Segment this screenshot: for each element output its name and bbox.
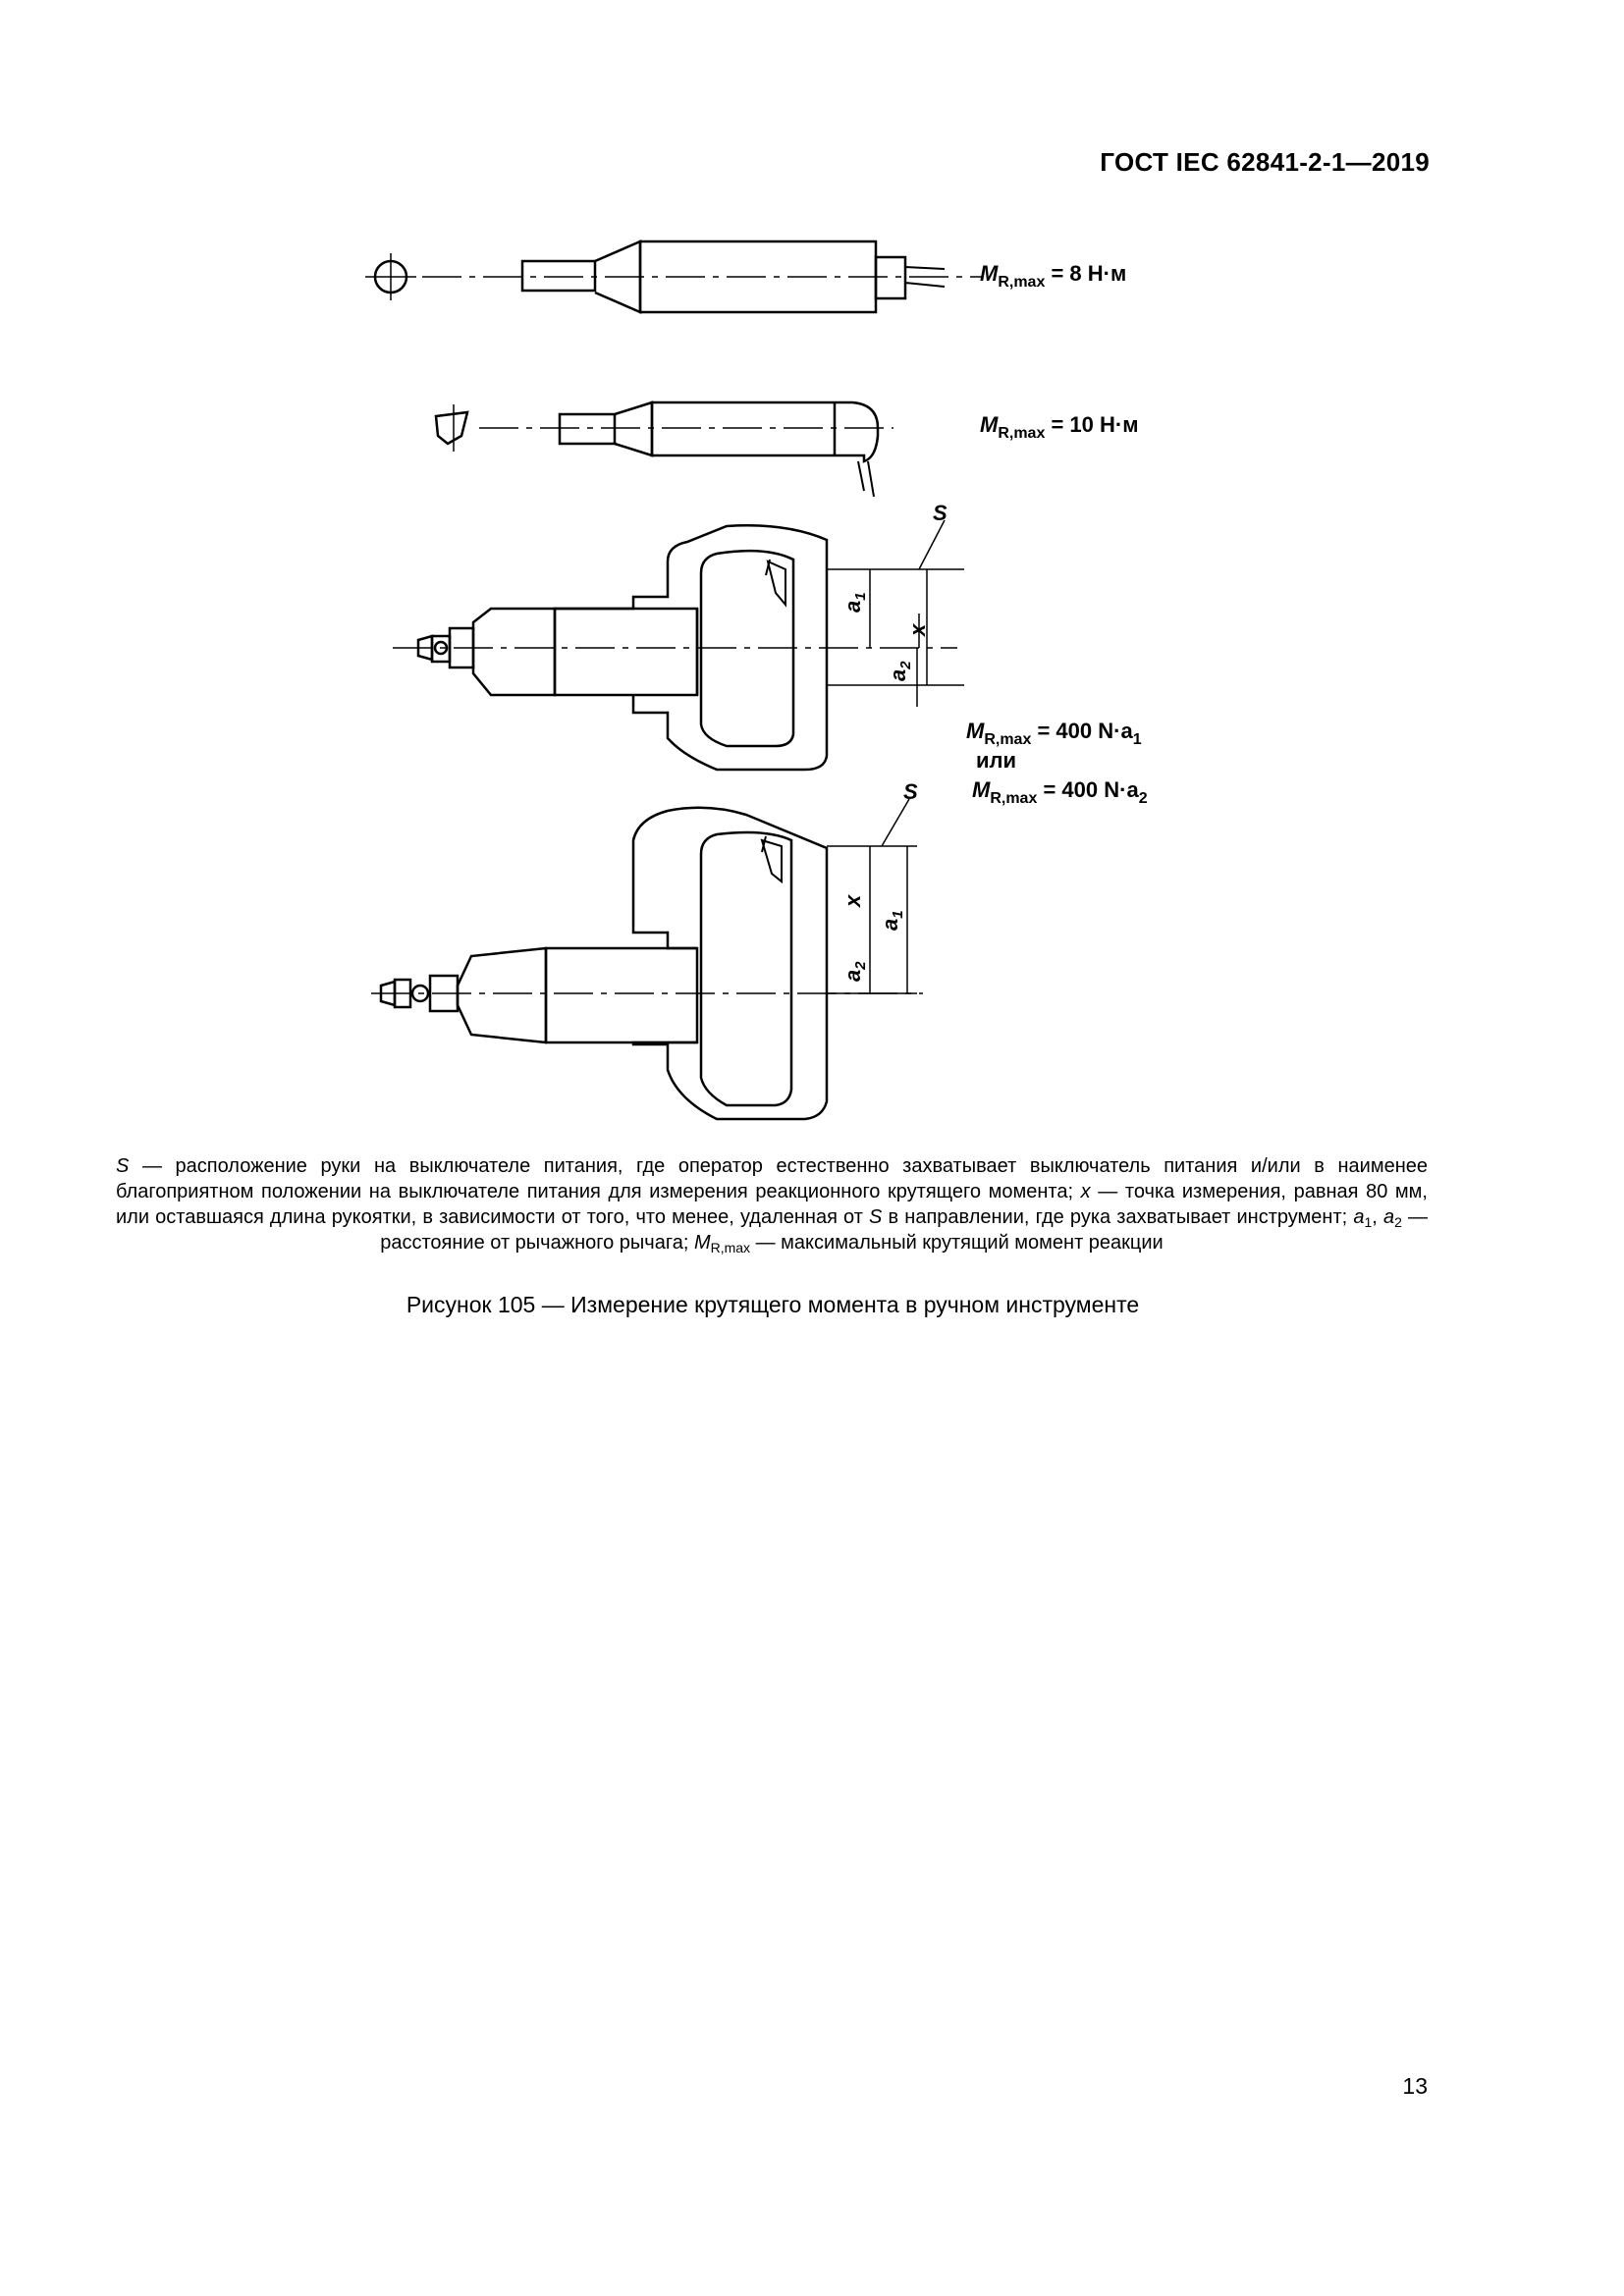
formula-pistol-a2: $M_{R,max} = 400$ $N\cdot a_2$ [972,777,1148,807]
angle-tool-drawing [436,402,893,497]
pistol-tool-upper-drawing [393,520,964,770]
label-s-lower: S [903,779,918,804]
label-a2-upper: $a_2$ [886,661,914,681]
formula-angle-tool: $M_{R,max} = 10$ Н·м [980,412,1139,442]
document-header-code: ГОСТ IEC 62841-2-1—2019 [1100,147,1430,177]
label-x-upper: x [905,623,930,636]
label-a1-lower: $a_1$ [878,910,906,931]
formula-pistol-a1: $M_{R,max} = 400$ $N\cdot a_1$ [966,719,1142,748]
figure-caption: Рисунок 105 — Измерение крутящего момента в ручном инструменте [406,1292,1140,1317]
formula-or: или [976,748,1017,773]
pistol-tool-lower-drawing [371,799,923,1119]
label-x-lower: x [840,894,865,907]
figure-legend: S — расположение руки на выключателе питания, где оператор естественно захватывает выключатель питания и/или в наименее благоприятном положении на выключателе питания для измерения реакционного крутящего момента; x — точка измерения, равная 80 мм, или оставшаяся длина рукоятки, в зависимости от того, что менее, удаленная от S в направлении, где рука захватывает инструмент; $a_1$, $a_2$ — расстояние от рычажного рычага; $M_{R,max}$ — максимальный крутящий момент реакции [116,1155,1429,1255]
label-s-upper: S [933,501,947,525]
straight-tool-drawing [365,241,982,312]
label-a2-lower: $a_2$ [840,961,869,982]
label-a1-upper: $a_1$ [840,592,869,613]
formula-straight-tool: $M_{R,max} = 8$ Н·м [980,261,1127,291]
page-number: 13 [1402,2073,1428,2099]
